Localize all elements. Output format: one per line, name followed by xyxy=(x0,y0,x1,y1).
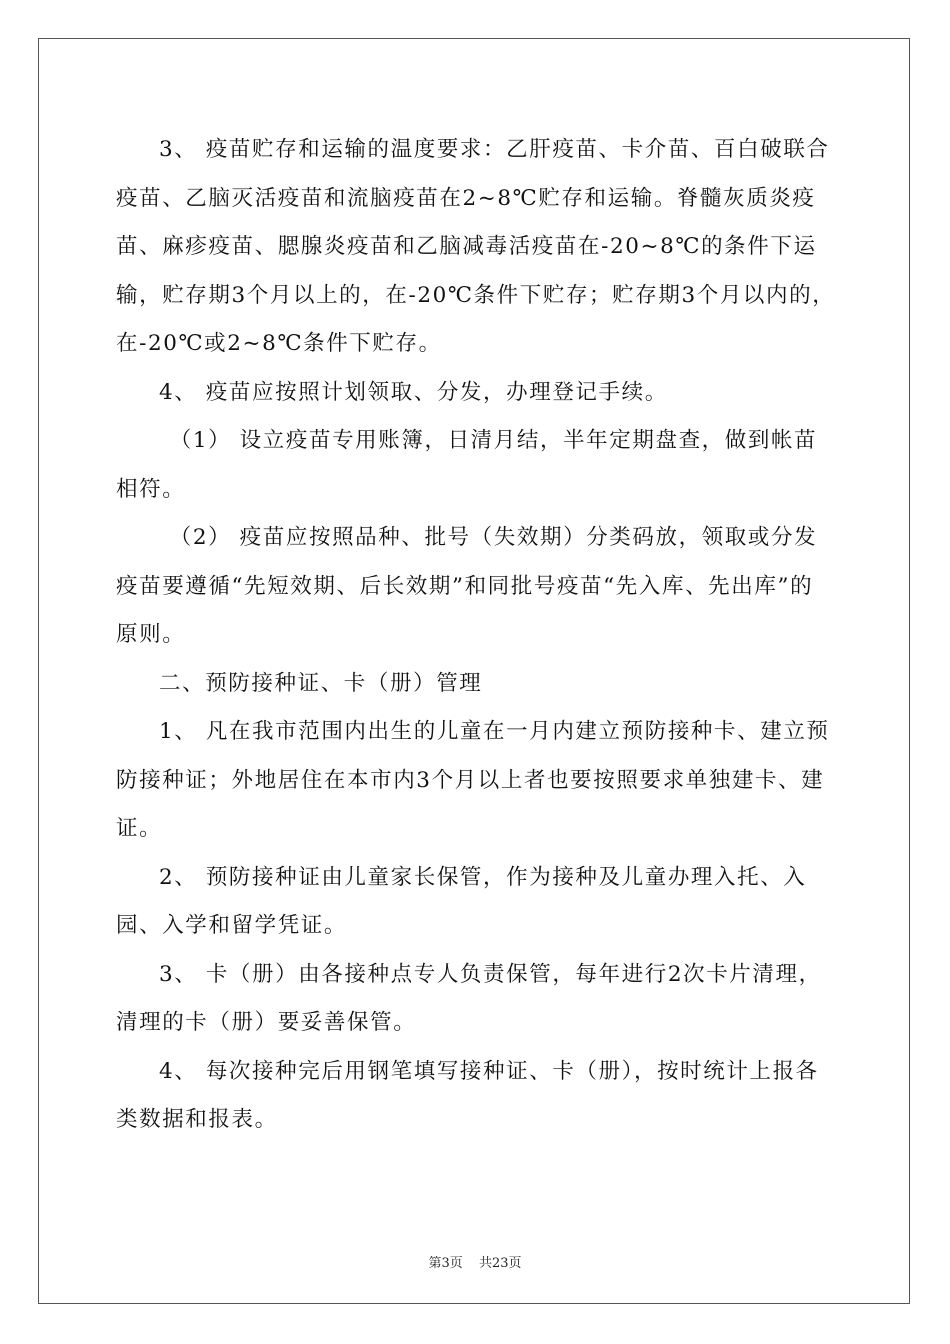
paragraph-batch-storage: （2） 疫苗应按照品种、批号（失效期）分类码放，领取或分发疫苗要遵循“先短效期、后长效期”和同批号疫苗“先入库、先出库”的原则。 xyxy=(116,525,818,647)
paragraph-vaccine-distribution: 4、 疫苗应按照计划领取、分发，办理登记手续。 xyxy=(159,379,668,405)
paragraph-certificate-custody: 2、 预防接种证由儿童家长保管，作为接种及儿童办理入托、入园、入学和留学凭证。 xyxy=(116,864,807,938)
paragraph-card-maintenance: 3、 卡（册）由各接种点专人负责保管，每年进行2次卡片清理，清理的卡（册）要妥善保管。 xyxy=(116,961,822,1035)
page-footer xyxy=(0,1252,950,1271)
page-total: 共23页 xyxy=(478,1256,522,1271)
document-body xyxy=(116,126,836,1145)
paragraph-ledger: （1） 设立疫苗专用账簿，日清月结，半年定期盘查，做到帐苗相符。 xyxy=(116,428,818,502)
section-heading-certificate: 二、预防接种证、卡（册）管理 xyxy=(159,670,483,696)
paragraph-record-reporting: 4、 每次接种完后用钢笔填写接种证、卡（册），按时统计上报各类数据和报表。 xyxy=(116,1058,819,1132)
page-number: 第3页 xyxy=(428,1256,463,1271)
paragraph-card-creation: 1、 凡在我市范围内出生的儿童在一月内建立预防接种卡、建立预防接种证；外地居住在本市内3个月以上者也要按照要求单独建卡、建证。 xyxy=(116,719,830,841)
paragraph-vaccine-temperature: 3、 疫苗贮存和运输的温度要求：乙肝疫苗、卡介苗、百白破联合疫苗、乙脑灭活疫苗和流脑疫苗在2~8℃贮存和运输。脊髓灰质炎疫苗、麻疹疫苗、腮腺炎疫苗和乙脑减毒活疫苗在-20~8℃的条件下运输，贮存期3个月以上的，在-20℃条件下贮存；贮存期3个月以内的，在-20℃或2~8℃条件下贮存。 xyxy=(116,137,836,356)
